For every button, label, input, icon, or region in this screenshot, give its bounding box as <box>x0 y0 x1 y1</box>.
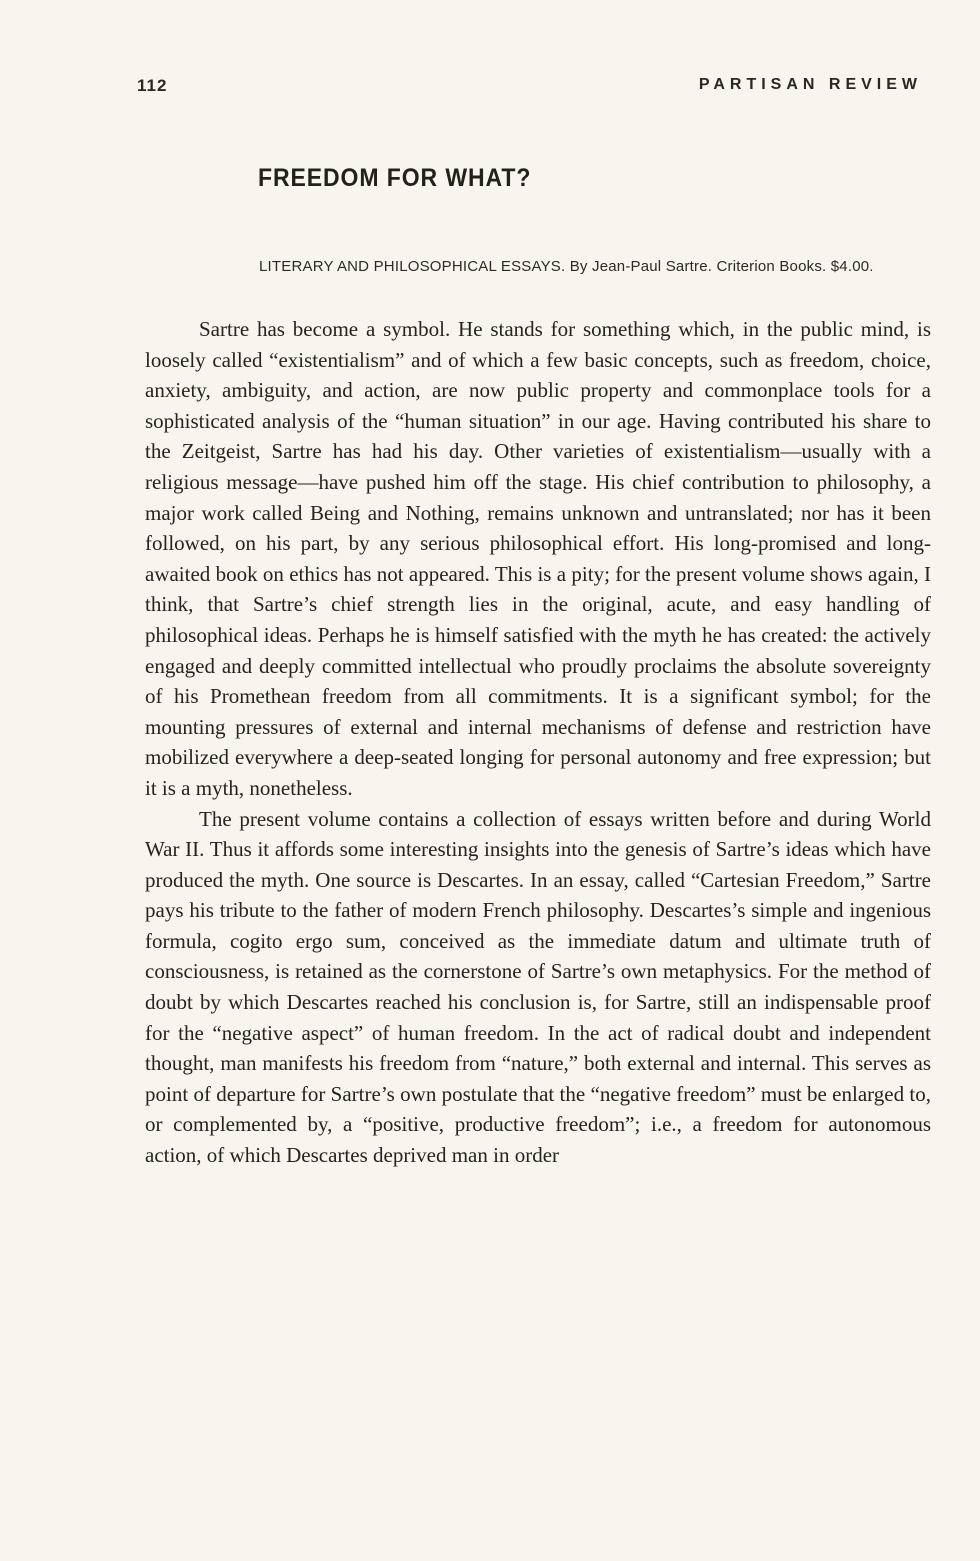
journal-title: PARTISAN REVIEW <box>698 76 922 93</box>
book-note: LITERARY AND PHILOSOPHICAL ESSAYS. By Jean-Paul Sartre. Criterion Books. $4.00. <box>259 258 874 275</box>
page-number: 112 <box>137 76 168 95</box>
review-title: FREEDOM FOR WHAT? <box>258 164 532 192</box>
body-paragraph-1: Sartre has become a symbol. He stands for something which, in the public mind, is loosely called “existentialism” and of which a few basic concepts, such as freedom, choice, anxiety, ambiguity, and action, are now public property and commonplace tools for a sophisticated analysis of the “human situation” in our age. Having contributed his share to the Zeitgeist, Sartre has had his day. Other varieties of existentialism—usually with a religious message—have pushed him off the stage. His chief contribution to philosophy, a major work called Being and Nothing, remains unknown and untranslated; nor has it been followed, on his part, by any serious philosophical effort. His long-promised and long-awaited book on ethics has not appeared. This is a pity; for the present volume shows again, I think, that Sartre’s chief strength lies in the original, acute, and easy handling of philosophical ideas. Perhaps he is himself satisfied with the myth he has created: the actively engaged and deeply committed intellectual who proudly proclaims the absolute sovereignty of his Promethean freedom from all commitments. It is a significant symbol; for the mounting pressures of external and internal mechanisms of defense and restriction have mobilized everywhere a deep-seated longing for personal autonomy and free expression; but it is a myth, nonetheless. <box>145 317 931 800</box>
body-paragraph-2: The present volume contains a collection of essays written before and during World War II. Thus it affords some interesting insights into the genesis of Sartre’s ideas which have produced the myth. One source is Descartes. In an essay, called “Cartesian Freedom,” Sartre pays his tribute to the father of modern French philosophy. Descartes’s simple and ingenious formula, cogito ergo sum, conceived as the immediate datum and ultimate truth of consciousness, is retained as the cornerstone of Sartre’s own metaphysics. For the method of doubt by which Descartes reached his conclusion is, for Sartre, still an indispensable proof for the “negative aspect” of human freedom. In the act of radical doubt and independent thought, man manifests his freedom from “nature,” both external and internal. This serves as point of departure for Sartre’s own postulate that the “negative freedom” must be enlarged to, or complemented by, a “positive, productive freedom”; i.e., a freedom for autonomous action, of which Descartes deprived man in order <box>145 806 931 1168</box>
running-header <box>137 76 922 100</box>
review-body <box>145 314 931 1171</box>
